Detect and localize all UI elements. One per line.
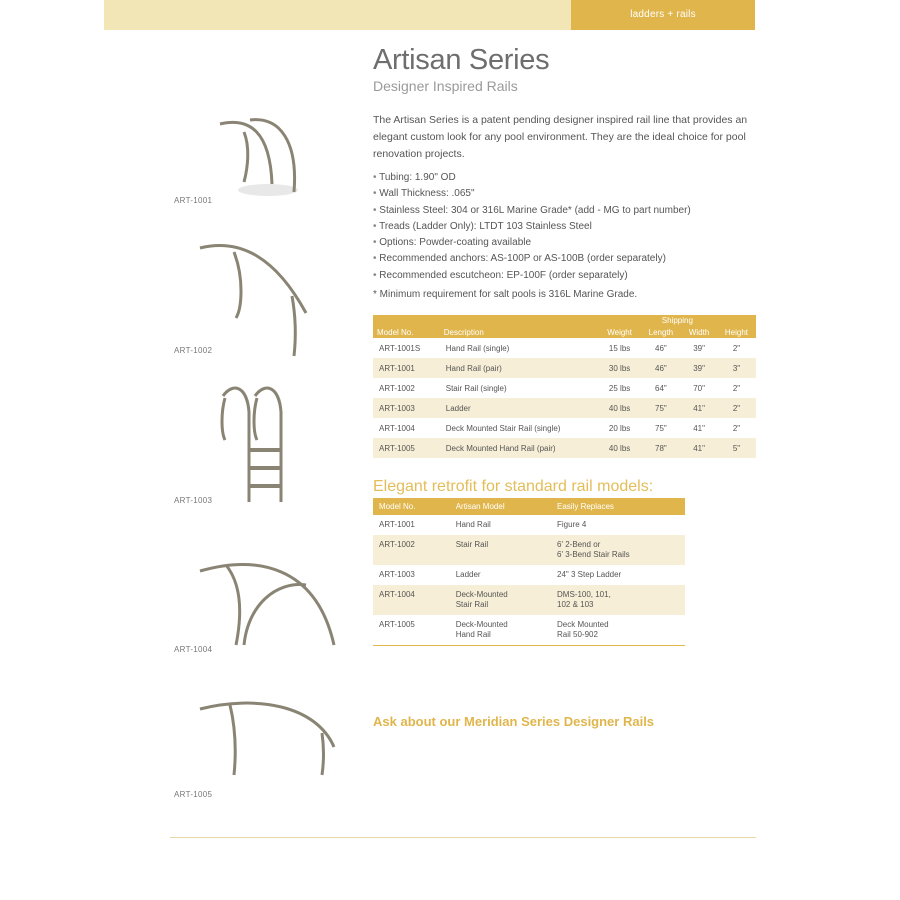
product-label: ART-1005 — [174, 790, 213, 799]
table-cell: 75" — [641, 398, 682, 418]
column-header: Width — [681, 326, 717, 338]
table-cell: Ladder — [440, 398, 599, 418]
table-cell: 24" 3 Step Ladder — [557, 570, 622, 579]
column-header: Artisan Model — [450, 498, 551, 515]
shipping-group-header: Shipping — [599, 315, 756, 326]
table-cell: 30 lbs — [599, 358, 641, 378]
table-cell: ART-1001 — [373, 358, 440, 378]
table-cell: 5" — [717, 438, 756, 458]
table-cell: 2" — [732, 343, 741, 353]
page-title: Artisan Series — [373, 44, 550, 76]
table-cell: 64" — [655, 383, 667, 393]
table-cell: ART-1003 — [373, 398, 440, 418]
column-header: Description — [440, 326, 599, 338]
table-cell: ART-1004 — [379, 423, 415, 433]
table-cell: 46" — [641, 358, 682, 378]
product-label: ART-1003 — [174, 496, 213, 505]
column-header: Model No. — [373, 498, 450, 515]
table-cell: 39" — [681, 358, 717, 378]
table-cell: 2" — [732, 423, 741, 433]
table-cell: ART-1001S — [379, 343, 421, 353]
table-cell: 41" — [681, 398, 717, 418]
table-cell: 20 lbs — [608, 423, 631, 433]
meridian-series-callout: Ask about our Meridian Series Designer Rails — [373, 714, 655, 729]
column-header: Height — [717, 326, 756, 338]
table-cell: Deck Mounted Stair Rail (single) — [445, 423, 561, 433]
spec-item: • Options: Powder-coating available — [373, 235, 758, 251]
footer-divider — [170, 837, 756, 838]
table-row — [373, 338, 756, 358]
product-label: ART-1004 — [174, 645, 213, 654]
column-header: Model No. — [373, 326, 440, 338]
table-cell: DMS-100, 101, 102 & 103 — [551, 585, 685, 615]
intro-paragraph: The Artisan Series is a patent pending designer inspired rail line that provides an elegant custom look for any pool environment. They are the ideal choice for pool renovation projects. — [373, 114, 748, 160]
table-cell: Stair Rail (single) — [445, 383, 507, 393]
spec-list — [373, 170, 758, 284]
table-cell: Hand Rail (single) — [445, 343, 510, 353]
table-row — [373, 358, 756, 378]
column-header: Weight — [599, 326, 641, 338]
table-cell: 40 lbs — [599, 398, 641, 418]
header-spacer — [373, 315, 599, 326]
table-cell: 78" — [641, 438, 682, 458]
spec-item: • Tubing: 1.90" OD — [373, 170, 758, 186]
table-cell: 25 lbs — [608, 383, 631, 393]
product-art-1002-image — [196, 238, 321, 358]
table-cell: ART-1002 — [373, 535, 450, 565]
column-header: Length — [641, 326, 682, 338]
table-cell: 2" — [717, 398, 756, 418]
table-cell: ART-1002 — [379, 383, 415, 393]
table-cell: 41" — [693, 423, 705, 433]
table-cell: 39" — [693, 343, 705, 353]
section-tab[interactable]: ladders + rails — [571, 0, 755, 30]
product-art-1001-image — [210, 112, 320, 207]
table-cell: Figure 4 — [557, 520, 587, 529]
table-cell: ART-1003 — [379, 570, 415, 579]
table-cell: 41" — [681, 438, 717, 458]
table-cell: Ladder — [455, 570, 481, 579]
column-header: Easily Replaces — [551, 498, 685, 515]
spec-item: • Recommended anchors: AS-100P or AS-100B (order separately) — [373, 251, 758, 267]
retrofit-table — [373, 498, 685, 646]
table-row — [373, 565, 685, 585]
table-cell: 75" — [655, 423, 667, 433]
table-cell: 15 lbs — [608, 343, 631, 353]
table-cell: 3" — [717, 358, 756, 378]
table-row — [373, 378, 756, 398]
product-label: ART-1002 — [174, 346, 213, 355]
table-cell: ART-1001 — [379, 520, 415, 529]
table-cell: 6' 2-Bend or 6' 3-Bend Stair Rails — [551, 535, 685, 565]
salt-pool-note: * Minimum requirement for salt pools is 316L Marine Grade. — [373, 289, 638, 300]
table-cell: Deck Mounted Rail 50-902 — [551, 615, 685, 646]
table-cell: Deck-Mounted Stair Rail — [450, 585, 551, 615]
table-cell: 40 lbs — [599, 438, 641, 458]
table-cell: Stair Rail — [450, 535, 551, 565]
table-cell: 2" — [732, 383, 741, 393]
table-cell: Hand Rail — [455, 520, 491, 529]
table-cell: Deck-Mounted Hand Rail — [450, 615, 551, 646]
table-row — [373, 438, 756, 458]
product-art-1005-image — [196, 695, 341, 780]
spec-item: • Wall Thickness: .065" — [373, 186, 758, 202]
retrofit-heading: Elegant retrofit for standard rail models: — [373, 478, 654, 495]
table-cell: Deck Mounted Hand Rail (pair) — [440, 438, 599, 458]
page-subtitle: Designer Inspired Rails — [373, 78, 518, 94]
product-art-1003-image — [215, 382, 300, 510]
spec-item: • Treads (Ladder Only): LTDT 103 Stainless Steel — [373, 219, 758, 235]
table-cell: ART-1005 — [373, 438, 440, 458]
table-cell: ART-1005 — [373, 615, 450, 646]
shipping-table — [373, 315, 756, 458]
table-row — [373, 615, 685, 646]
table-cell: ART-1004 — [373, 585, 450, 615]
table-row — [373, 535, 685, 565]
product-art-1004-image — [196, 555, 341, 650]
table-row — [373, 585, 685, 615]
table-row — [373, 398, 756, 418]
spec-item: • Recommended escutcheon: EP-100F (order separately) — [373, 268, 758, 284]
table-row — [373, 418, 756, 438]
table-cell: 46" — [655, 343, 667, 353]
product-label: ART-1001 — [174, 196, 213, 205]
table-cell: Hand Rail (pair) — [440, 358, 599, 378]
table-cell: 70" — [693, 383, 705, 393]
table-row — [373, 515, 685, 535]
spec-item: • Stainless Steel: 304 or 316L Marine Grade* (add - MG to part number) — [373, 203, 758, 219]
